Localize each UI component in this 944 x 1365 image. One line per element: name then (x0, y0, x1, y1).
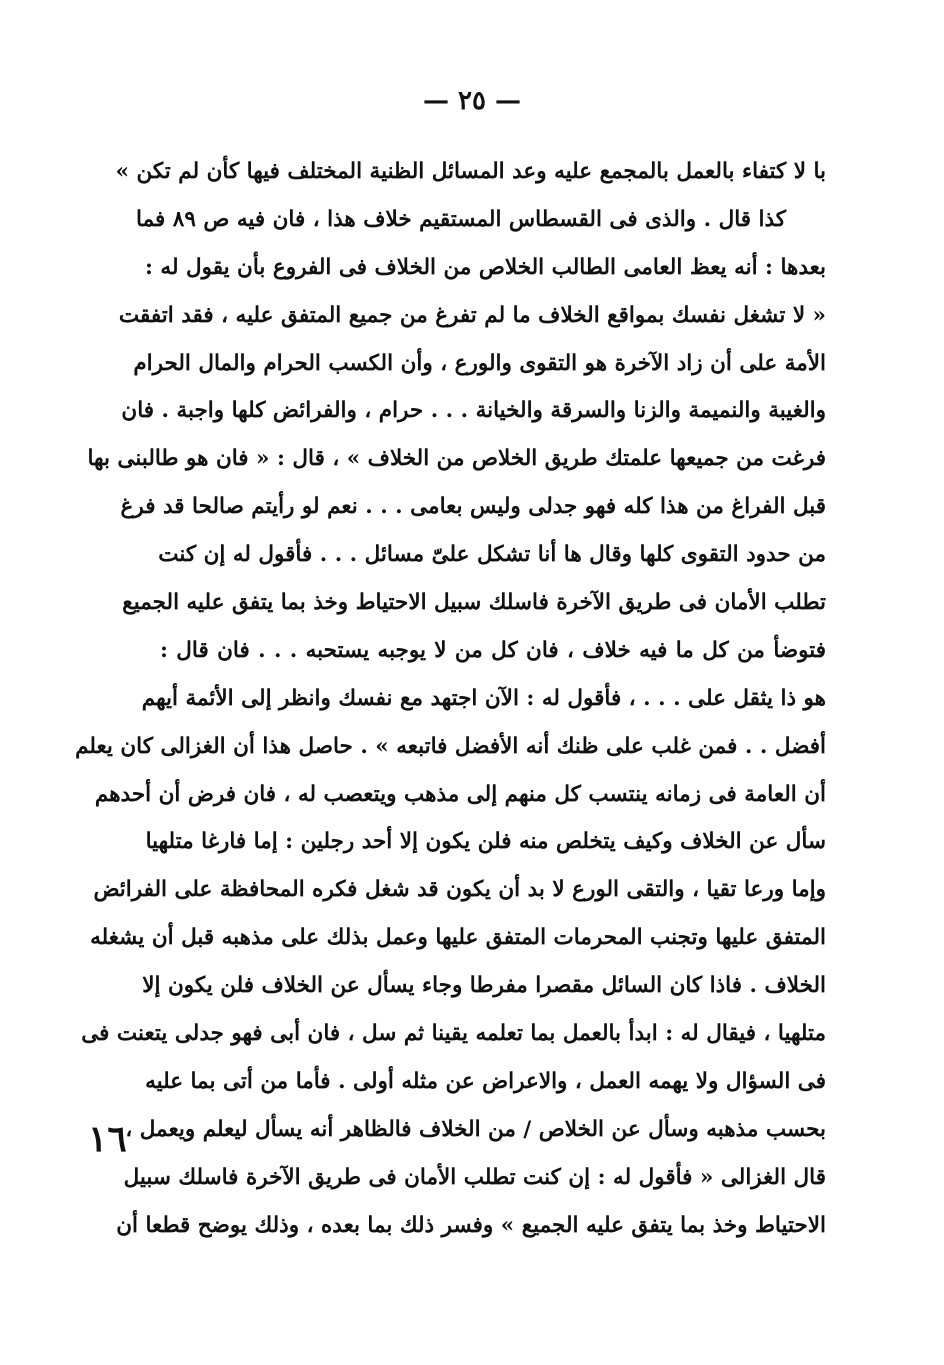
text-line: فى السؤال ولا يهمه العمل ، والاعراض عن مثله أولى . فأما من أتى بما عليه (145, 1068, 826, 1094)
text-line: كذا قال . والذى فى القسطاس المستقيم خلاف هذا ، فان فيه ص ٨٩ فما (136, 206, 786, 232)
text-line: متلهيا ، فيقال له : ابدأ بالعمل بما تعلمه يقينا ثم سل ، فان أبى فهو جدلى يتعنت فى (81, 1021, 826, 1047)
text-line: هو ذا يثقل على . . . ، فأقول له : الآن اجتهد مع نفسك وانظر إلى الأئمة أيهم (141, 685, 826, 711)
text-line: بحسب مذهبه وسأل عن الخلاص / من الخلاف فالظاهر أنه يسأل ليعلم ويعمل ، (125, 1116, 826, 1142)
margin-page-marker: ١٦ (88, 1118, 127, 1160)
text-line: تطلب الأمان فى طريق الآخرة فاسلك سبيل الاحتياط وخذ بما يتفق عليه الجميع (122, 590, 826, 616)
text-line: « لا تشغل نفسك بمواقع الخلاف ما لم تفرغ من جميع المتفق عليه ، فقد اتفقت (118, 302, 826, 328)
text-line: با لا كتفاء بالعمل بالمجمع عليه وعد المسائل الظنية المختلف فيها كأن لم تكن » (115, 159, 826, 184)
text-line: من حدود التقوى كلها وقال ها أنا تشكل علىّ مسائل . . . فأقول له إن كنت (158, 542, 826, 568)
text-line: فرغت من جميعها علمتك طريق الخلاص من الخلاف » ، قال : « فان هو طالبنى بها (87, 446, 826, 472)
text-line: فتوضأ من كل ما فيه خلاف ، فان كل من لا يوجبه يستحبه . . . فان قال : (160, 637, 826, 663)
text-line: سأل عن الخلاف وكيف يتخلص منه فلن يكون إلا أحد رجلين : إما فارغا متلهيا (145, 829, 826, 855)
text-line: قبل الفراغ من هذا كله فهو جدلى وليس بعامى . . . نعم لو رأيتم صالحا قد فرغ (120, 494, 826, 520)
text-line: بعدها : أنه يعظ العامى الطالب الخلاص من الخلاف فى الفروع بأن يقول له : (145, 254, 826, 280)
text-line: قال الغزالى « فأقول له : إن كنت تطلب الأمان فى طريق الآخرة فاسلك سبيل (123, 1164, 826, 1190)
text-line: والغيبة والنميمة والزنا والسرقة والخيانة . . . حرام ، والفرائض كلها واجبة . فان (121, 398, 826, 424)
text-line: الخلاف . فاذا كان السائل مقصرا مفرطا وجاء يسأل عن الخلاف فلن يكون إلا (142, 973, 826, 999)
text-line: أفضل . . فمن غلب على ظنك أنه الأفضل فاتبعه » . حاصل هذا أن الغزالى كان يعلم (75, 733, 826, 759)
text-line: المتفق عليها وتجنب المحرمات المتفق عليها وعمل بذلك على مذهبه قبل أن يشغله (90, 925, 826, 951)
page-number: — ٢٥ — (422, 86, 522, 116)
text-line: الأمة على أن زاد الآخرة هو التقوى والورع ، وأن الكسب الحرام والمال الحرام (133, 350, 826, 376)
text-line: وإما ورعا تقيا ، والتقى الورع لا بد أن يكون قد شغل فكره المحافظة على الفرائض (93, 877, 826, 903)
text-line: أن العامة فى زمانه ينتسب كل منهم إلى مذهب ويتعصب له ، فان فرض أن أحدهم (94, 781, 826, 807)
text-line: الاحتياط وخذ بما يتفق عليه الجميع » وفسر ذلك بما بعده ، وذلك يوضح قطعا أن (116, 1212, 826, 1238)
